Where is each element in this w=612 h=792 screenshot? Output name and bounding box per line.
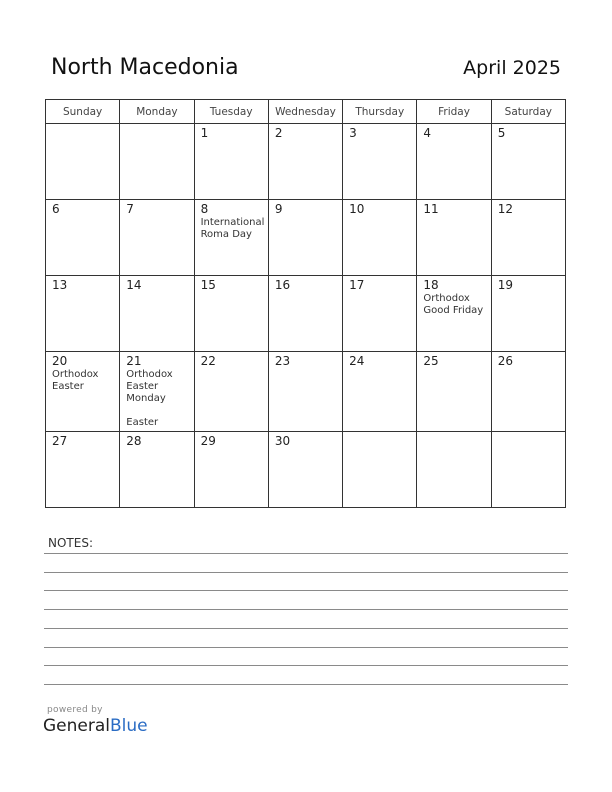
day-number: 28 xyxy=(126,434,142,448)
holiday-list xyxy=(200,217,265,241)
holiday-label: Orthodox Good Friday xyxy=(423,293,484,316)
calendar-grid xyxy=(45,99,566,508)
weekday-header: Friday xyxy=(417,100,491,124)
day-number: 2 xyxy=(274,126,283,140)
day-number: 9 xyxy=(274,202,283,216)
holiday-list xyxy=(423,293,484,317)
day-cell xyxy=(491,276,565,352)
day-cell xyxy=(491,200,565,276)
day-number: 14 xyxy=(126,278,142,292)
day-cell xyxy=(417,124,491,200)
day-cell xyxy=(417,432,491,508)
week-row xyxy=(46,200,566,276)
day-number: 24 xyxy=(349,354,365,368)
holiday-label: Orthodox Easter xyxy=(52,369,99,392)
day-cell xyxy=(343,432,417,508)
notes-line xyxy=(44,553,568,554)
day-cell xyxy=(343,276,417,352)
notes-label: NOTES: xyxy=(48,536,93,550)
holiday-list xyxy=(126,369,187,429)
day-number: 1 xyxy=(200,126,209,140)
day-number: 7 xyxy=(126,202,134,216)
day-number: 17 xyxy=(349,278,365,292)
weekday-header-row xyxy=(46,100,566,124)
day-cell xyxy=(194,352,268,432)
notes-line xyxy=(44,665,568,666)
day-cell xyxy=(194,200,268,276)
week-row xyxy=(46,432,566,508)
day-number: 26 xyxy=(497,354,513,368)
day-number: 3 xyxy=(349,126,357,140)
country-title: North Macedonia xyxy=(51,55,239,80)
week-row xyxy=(46,276,566,352)
day-number: 22 xyxy=(200,354,216,368)
day-number: 21 xyxy=(126,354,142,368)
day-cell xyxy=(268,276,342,352)
day-cell xyxy=(268,432,342,508)
day-number: 25 xyxy=(423,354,439,368)
weekday-header: Thursday xyxy=(343,100,417,124)
day-cell xyxy=(46,124,120,200)
calendar-body xyxy=(46,124,566,508)
month-title: April 2025 xyxy=(463,57,561,79)
day-number: 8 xyxy=(200,202,209,216)
day-number: 5 xyxy=(497,126,506,140)
day-number: 29 xyxy=(200,434,216,448)
day-cell xyxy=(120,124,194,200)
day-cell xyxy=(120,276,194,352)
powered-by-text: powered by xyxy=(47,705,103,715)
holiday-label: International Roma Day xyxy=(200,217,265,240)
notes-line xyxy=(44,647,568,648)
weekday-header: Saturday xyxy=(491,100,565,124)
week-row xyxy=(46,352,566,432)
day-cell xyxy=(491,432,565,508)
day-cell xyxy=(343,200,417,276)
day-cell xyxy=(268,200,342,276)
day-cell xyxy=(194,124,268,200)
day-number: 11 xyxy=(423,202,439,216)
day-number: 4 xyxy=(423,126,432,140)
day-cell xyxy=(417,276,491,352)
day-cell xyxy=(46,200,120,276)
day-cell xyxy=(120,200,194,276)
day-cell xyxy=(46,276,120,352)
day-number: 19 xyxy=(497,278,513,292)
notes-line xyxy=(44,609,568,610)
generalblue-logo xyxy=(43,716,148,736)
weekday-header: Monday xyxy=(120,100,194,124)
day-cell xyxy=(491,352,565,432)
week-row xyxy=(46,124,566,200)
day-cell xyxy=(417,200,491,276)
holiday-label: Orthodox Easter Monday xyxy=(126,369,173,404)
day-cell xyxy=(491,124,565,200)
day-cell xyxy=(194,276,268,352)
day-number: 27 xyxy=(52,434,68,448)
day-cell xyxy=(194,432,268,508)
notes-line xyxy=(44,590,568,591)
day-number: 16 xyxy=(274,278,291,292)
day-number: 18 xyxy=(423,278,439,292)
weekday-header: Tuesday xyxy=(194,100,268,124)
day-number: 6 xyxy=(52,202,60,216)
day-cell xyxy=(46,352,120,432)
day-cell xyxy=(120,352,194,432)
day-number: 10 xyxy=(349,202,365,216)
day-cell xyxy=(343,352,417,432)
day-number: 30 xyxy=(274,434,291,448)
holiday-label: Easter xyxy=(126,417,159,428)
weekday-header: Wednesday xyxy=(268,100,342,124)
day-number: 20 xyxy=(52,354,68,368)
notes-line xyxy=(44,572,568,573)
holiday-list xyxy=(52,369,113,393)
day-number: 12 xyxy=(497,202,513,216)
weekday-header: Sunday xyxy=(46,100,120,124)
day-cell xyxy=(268,124,342,200)
day-number: 23 xyxy=(274,354,291,368)
day-number: 15 xyxy=(200,278,216,292)
notes-line xyxy=(44,628,568,629)
brand-blue: Blue xyxy=(110,716,148,736)
day-cell xyxy=(343,124,417,200)
day-cell xyxy=(417,352,491,432)
brand-general: General xyxy=(43,716,110,736)
notes-line xyxy=(44,684,568,685)
day-number: 13 xyxy=(52,278,68,292)
day-cell xyxy=(268,352,342,432)
day-cell xyxy=(46,432,120,508)
day-cell xyxy=(120,432,194,508)
